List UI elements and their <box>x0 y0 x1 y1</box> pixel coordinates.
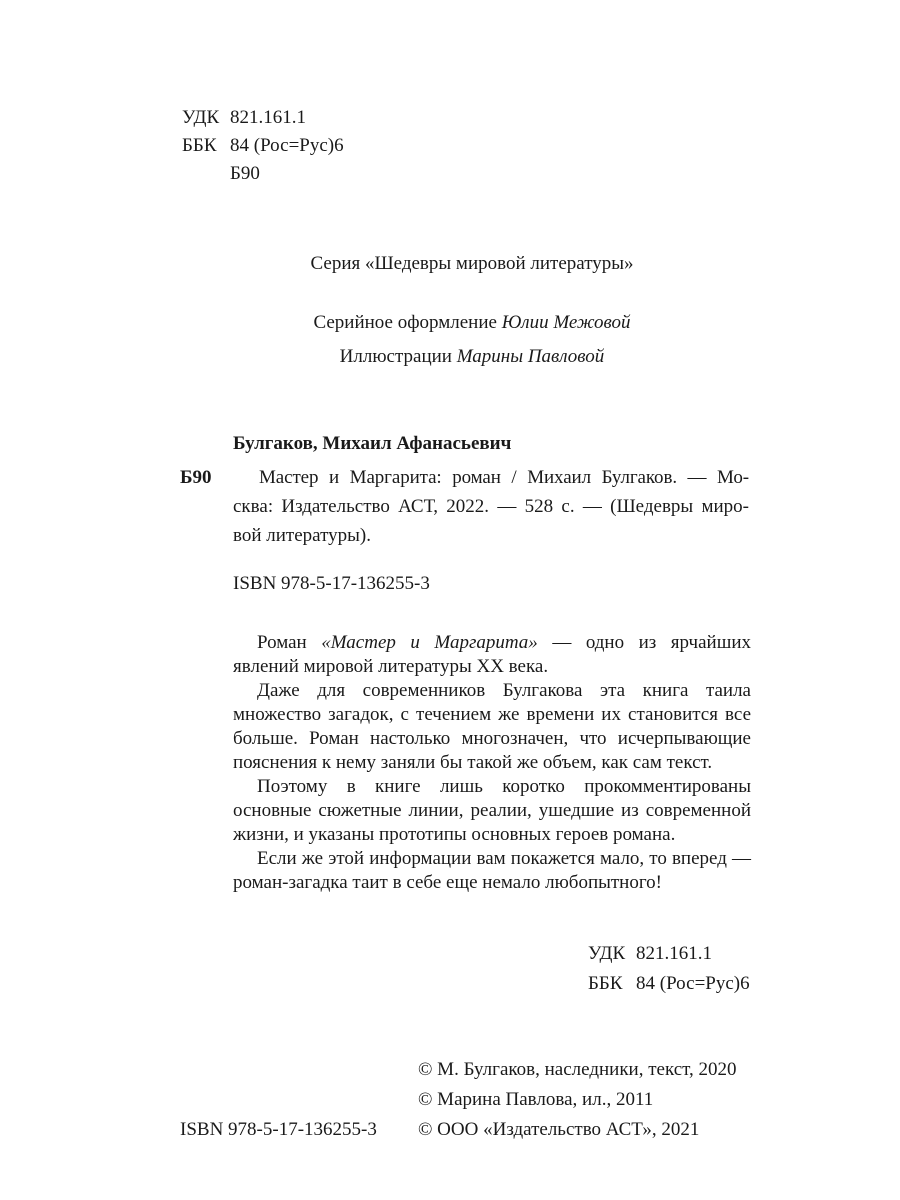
bibliographic-isbn: ISBN 978-5-17-136255-3 <box>233 573 430 594</box>
annotation <box>233 631 751 895</box>
footer-isbn: ISBN 978-5-17-136255-3 <box>180 1119 377 1140</box>
annotation-paragraph-3: Поэтому в книге лишь коротко прокомментированы основные сюжетные линии, реалии, ушедшие из современной жизни, и указаны прототипы основных героев романа. <box>233 776 751 845</box>
top-udk-row <box>182 106 344 130</box>
design-name: Юлии Межовой <box>501 312 631 333</box>
bottom-bbk-row <box>588 972 750 996</box>
top-author-mark: Б90 <box>230 163 260 184</box>
annotation-paragraph-1 <box>233 631 751 679</box>
top-author-mark-row <box>182 162 344 186</box>
bibliographic-line-2 <box>233 495 749 519</box>
top-bbk-row <box>182 134 344 158</box>
illustration-credit <box>22 345 900 369</box>
bibliographic-line-2-text: сква: Издательство АСТ, 2022. — 528 с. — (Шедевры миро- <box>233 496 749 517</box>
bibliographic-line-1: Мастер и Маргарита: роман / Михаил Булгаков. — Мо- <box>259 467 749 488</box>
bottom-bbk-label: ББК <box>588 973 623 994</box>
top-bbk-label: ББК <box>182 135 217 156</box>
top-classification-codes <box>182 106 344 186</box>
bottom-bbk-value: 84 (Рос=Рус)6 <box>636 973 750 994</box>
annotation-paragraph-4: Если же этой информации вам покажется мало, то вперед — роман-загадка таит в себе еще немало любопытного! <box>233 848 751 893</box>
annotation-p1-start: Роман <box>257 632 322 653</box>
copyright-block <box>418 1058 737 1142</box>
series-line: Серия «Шедевры мировой литературы» <box>310 253 634 274</box>
copyright-author: © М. Булгаков, наследники, текст, 2020 <box>418 1059 737 1080</box>
copyright-illustrations: © Марина Павлова, ил., 2011 <box>418 1089 654 1110</box>
bottom-udk-value: 821.161.1 <box>636 943 712 964</box>
annotation-paragraph-2: Даже для современников Булгакова эта книга таила множество загадок, с течением же времени их становится все больше. Роман настолько многозначен, что исчерпывающие пояснения к нему заняли бы такой же объем, как сам текст. <box>233 680 751 773</box>
bibliographic-mark: Б90 <box>180 467 212 488</box>
illustration-name: Марины Павловой <box>456 346 605 367</box>
author-heading: Булгаков, Михаил Афанасьевич <box>233 433 512 454</box>
annotation-p1-title: «Мастер и Маргарита» <box>321 632 538 653</box>
copyright-publisher: © ООО «Издательство АСТ», 2021 <box>418 1119 700 1140</box>
design-prefix: Серийное оформление <box>313 312 497 333</box>
top-udk-label: УДК <box>182 107 220 128</box>
bottom-udk-label: УДК <box>588 943 626 964</box>
bibliographic-line-3: вой литературы). <box>233 525 371 546</box>
bottom-classification-codes <box>588 942 750 996</box>
bottom-udk-row <box>588 942 750 966</box>
top-bbk-value: 84 (Рос=Рус)6 <box>230 135 344 156</box>
illustration-prefix: Иллюстрации <box>339 346 452 367</box>
top-udk-value: 821.161.1 <box>230 107 306 128</box>
annotation-p1-end: — одно из ярчайших явлений мировой литературы XX века. <box>233 632 751 677</box>
design-credit <box>22 311 900 335</box>
bibliographic-description <box>233 466 749 548</box>
